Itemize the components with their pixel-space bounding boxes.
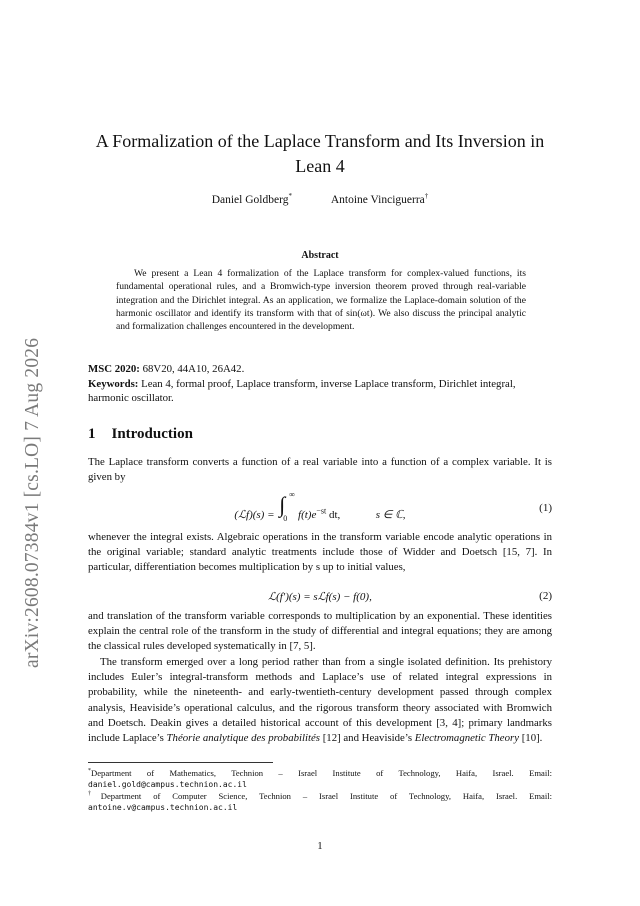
email-2[interactable]: antoine.v@campus.technion.ac.il	[88, 803, 238, 813]
equation-1: (ℒf)(s) = ∫ ∞ 0 $f(t)e^{-st}$ dt, s ∈ ℂ, (1)	[234, 490, 552, 523]
metadata-block	[88, 362, 552, 406]
arxiv-identifier: arXiv:2608.07384v1 [cs.LO] 7 Aug 2026	[22, 337, 43, 668]
paper-title: A Formalization of the Laplace Transform and Its Inversion in Lean 4	[95, 131, 545, 176]
footnote-1: *Department of Mathematics, Technion – Israel Institute of Technology, Haifa, Israel. Email: daniel.gold@campus.technion.ac.il	[88, 767, 552, 790]
equation-2: ℒ(f′)(s) = sℒf(s) − f(0), (2)	[268, 590, 552, 603]
author-2: Antoine Vinciguerra†	[330, 192, 429, 206]
section-heading: 1 Introduction	[88, 426, 193, 442]
integral-sign: ∫ ∞ 0	[279, 490, 295, 523]
msc-line: MSC 2020: 68V20, 44A10, 26A42.	[88, 363, 245, 375]
abstract-heading: Abstract	[301, 250, 339, 261]
author-list	[88, 192, 552, 206]
paragraph-1: The Laplace transform converts a function of a real variable into a function of a complex variable. It is given by	[88, 456, 552, 484]
paragraph-4: The transform emerged over a long period rather than from a single isolated definition. Its prehistory includes Euler’s integral-transform methods and Laplace’s use of related integral expressions in probability, while the nineteenth- and early-twentieth-century development passed through complex analysis, Heaviside’s operational calculus, and the rigorous transform theory associated with Bromwich and Doetsch. Deakin gives a detailed historical account of this development [3, 4]; primary landmarks include Laplace’s Théorie analytique des probabilités [12] and Heaviside’s Electromagnetic Theory [10].	[88, 656, 552, 745]
page-number: 1	[317, 840, 323, 852]
author-1: Daniel Goldberg*	[211, 192, 292, 206]
paragraph-2: whenever the integral exists. Algebraic operations in the transform variable encode analytic operations in the original variable; standard analytic treatments include those of Widder and Doetsch [15, 7]. In particular, differentiation becomes multiplication by s up to initial values,	[88, 531, 552, 574]
keywords-line: Keywords: Lean 4, formal proof, Laplace transform, inverse Laplace transform, Dirichlet integral, harmonic oscillator.	[88, 377, 516, 404]
footnote-2: †Department of Computer Science, Technion – Israel Institute of Technology, Haifa, Israel. Email: antoine.v@campus.technion.ac.il	[88, 790, 553, 813]
paragraph-3: and translation of the transform variable corresponds to multiplication by an exponential. These identities explain the central role of the transform in the study of differential and integral equations; they are among the classical rules developed systematically in [7, 5].	[88, 610, 552, 653]
email-1[interactable]: daniel.gold@campus.technion.ac.il	[88, 780, 247, 790]
abstract-text: We present a Lean 4 formalization of the Laplace transform for complex-valued functions, its fundamental operational rules, and a Bromwich-type inversion theorem proved through real-variable integration and the Dirichlet integral. As an application, we formalize the Laplace-domain solution of the harmonic oscillator and identify its transform with that of sin(ωt). We also discuss the principal analytic and formalization challenges encountered in the development.	[116, 268, 526, 333]
footnote-rule	[88, 762, 273, 763]
